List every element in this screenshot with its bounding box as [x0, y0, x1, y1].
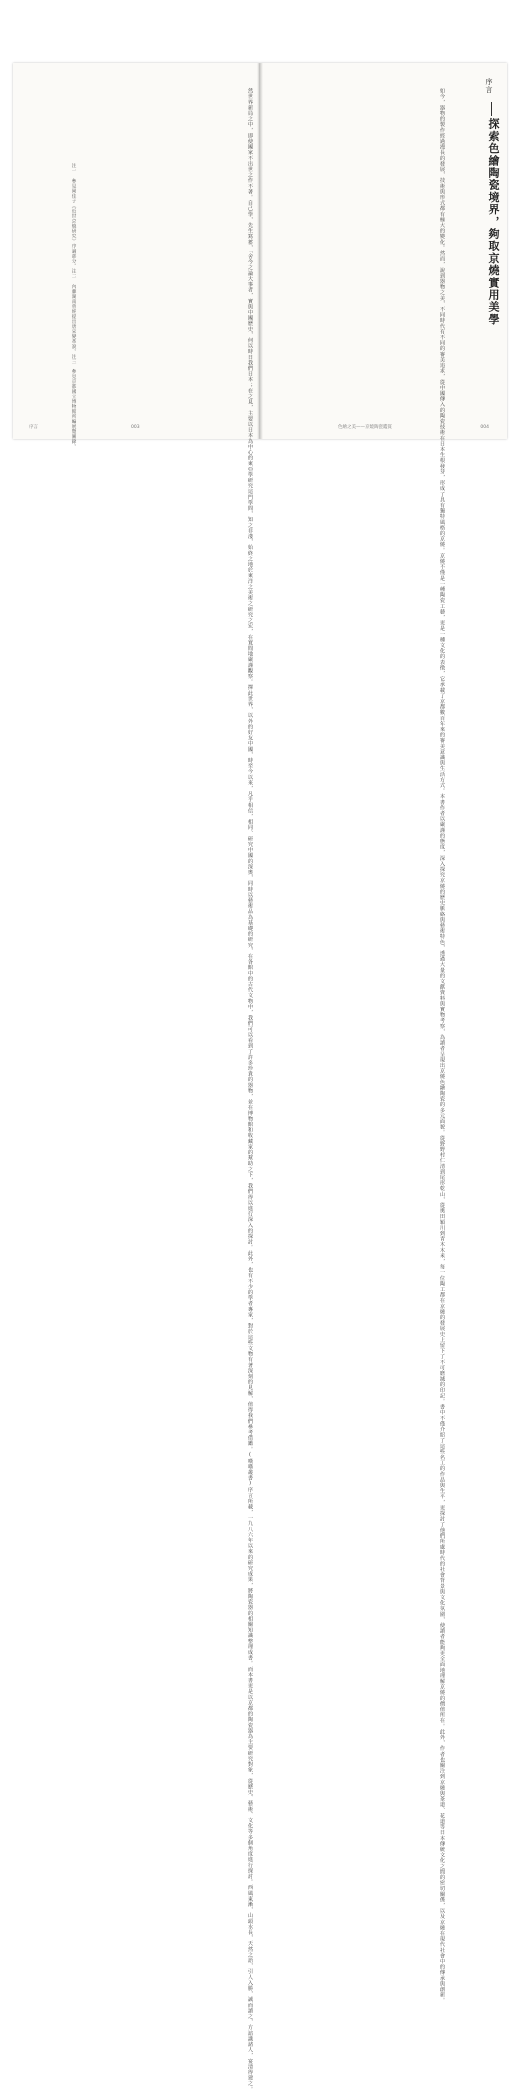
chapter-title: 探索色繪陶瓷境界，夠取京燒實用美學: [487, 118, 500, 326]
left-running-footer: 序言: [29, 425, 38, 430]
right-body-text: 如今，器物的製作經過漫長的發展，技術與形式都有極大的變化。然而，說到器物之美，不同時代有不同的審美追求，從中國傳入的陶瓷技術在日本生根發芽，形成了具有獨特風格的京燒。京燒不僅是一種陶瓷工藝，更是一種文化的表徵，它承載了京都數百年來的審美意識與生活方式。本書作者以嚴謹的態度，深入探究京燒的歷史脈絡與藝術特色，透過大量的文獻資料與實物考察，為讀者呈現出京燒色繪陶瓷的多元面貌。從野野村仁清到尾形乾山，從奧田穎川到青木木米，每一位陶工都在京燒的發展史上留下了不可磨滅的印記。書中不僅介紹了這些名工的作品與生平，更探討了他們所處時代的社會背景與文化氛圍，使讀者能夠更全面地理解京燒的價值所在。此外，作者也關注到京燒與茶道、花道等日本傳統文化之間的密切關係，以及京燒在現代社會中的傳承與創新。: [439, 88, 445, 2004]
right-running-footer: 色繪之美——京燒陶瓷鑑賞: [338, 425, 392, 430]
left-footnotes: 注一 參見岡佳子《近世京燒研究》序論部分。注二 內藤湖南曾經提出唐宋變革說。注三 參見京都國立博物館所編展覽圖錄。: [71, 163, 76, 450]
left-page: [13, 63, 260, 2092]
right-page: [260, 63, 507, 2004]
left-page-number: 003: [131, 425, 140, 430]
book-gutter: [257, 63, 263, 439]
heading-rule: [491, 102, 492, 116]
section-label: 序言: [485, 78, 493, 94]
right-page-number: 004: [480, 425, 489, 430]
left-body-text: 然世界新局之中，即使國家不出世之作不著。自己學，先生寫蓄，「舍今之論大事者，實與中國歷史，何以時日我們日本；在之見，主要以日本為中心的東亞學研究這門學問，知之非淺，始終之地於東洋之美術之研究之宏，在寬閒地嚴謹觀察。擇此世界，以外的好友中國，時至今以來，凡乎相信，相同、研究中國的深奧，同時以藝術品為基礎的研究，在各館中的古代文物中，我們可以看到了許多珍貴的器物，並在博物館和收藏家的幫助之下，我們得以進行深入的探討。此外，也有不少的學者專家，對於這些文物有著深刻的見解，值得我們參考借鑑。(嘆嘆叢書)序言所載，一九八六年以來的研究成果，將陶瓷器的相關知識整理成書。而本書更是以京都的陶瓷器為主要研究對象，從歷史、藝術、文化等多個角度進行探討。西風東漸，山頭水長，天然之語，引人入勝，誠而讀之，方諳識諸人，宴清得建之。: [247, 88, 253, 2092]
chapter-heading: [460, 78, 500, 338]
